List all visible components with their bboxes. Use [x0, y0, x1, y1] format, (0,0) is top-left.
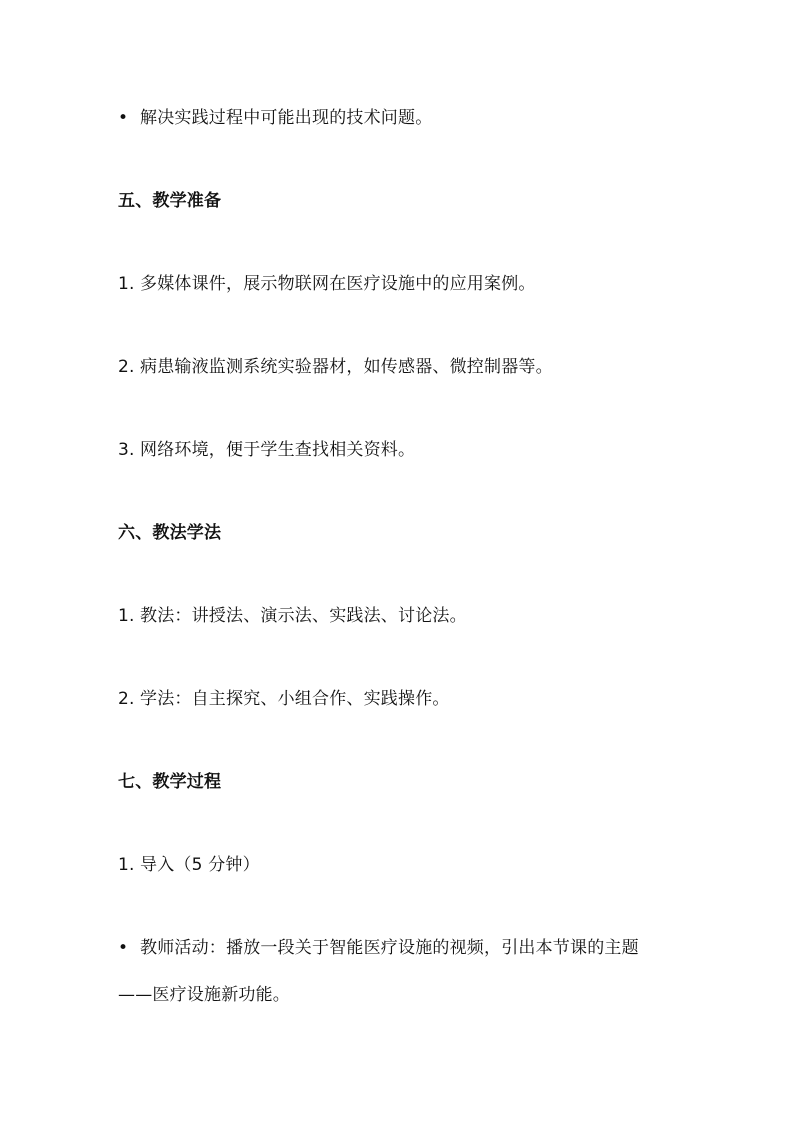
bullet-text: 教师活动：播放一段关于智能医疗设施的视频，引出本节课的主题	[140, 938, 639, 958]
item-text: 病患输液监测系统实验器材，如传感器、微控制器等。	[140, 357, 553, 377]
section-heading-teaching-preparation: 五、教学准备	[118, 191, 222, 211]
item-number: 2.	[118, 689, 135, 709]
numbered-item-multimedia	[118, 272, 536, 296]
item-text: 学法：自主探究、小组合作、实践操作。	[140, 689, 450, 709]
numbered-item-teaching-method	[118, 604, 467, 628]
bullet-item-teacher-activity	[118, 936, 639, 960]
item-text: 多媒体课件，展示物联网在医疗设施中的应用案例。	[140, 274, 536, 294]
numbered-item-introduction	[118, 853, 260, 877]
numbered-item-equipment	[118, 355, 553, 379]
item-number: 1.	[118, 855, 135, 875]
bullet-marker: •	[118, 938, 129, 958]
section-heading-teaching-methods: 六、教法学法	[118, 523, 222, 543]
item-number: 2.	[118, 357, 135, 377]
item-number: 3.	[118, 440, 135, 460]
numbered-item-learning-method	[118, 687, 450, 711]
item-text: 网络环境，便于学生查找相关资料。	[140, 440, 416, 460]
item-text: 导入（5 分钟）	[140, 855, 260, 875]
bullet-text: 解决实践过程中可能出现的技术问题。	[140, 108, 433, 128]
bullet-item-tech-issues	[118, 106, 432, 130]
continuation-line: ——医疗设施新功能。	[118, 985, 290, 1005]
bullet-marker: •	[118, 108, 129, 128]
section-heading-teaching-process: 七、教学过程	[118, 772, 222, 792]
item-number: 1.	[118, 606, 135, 626]
item-text: 教法：讲授法、演示法、实践法、讨论法。	[140, 606, 467, 626]
numbered-item-network	[118, 438, 415, 462]
item-number: 1.	[118, 274, 135, 294]
